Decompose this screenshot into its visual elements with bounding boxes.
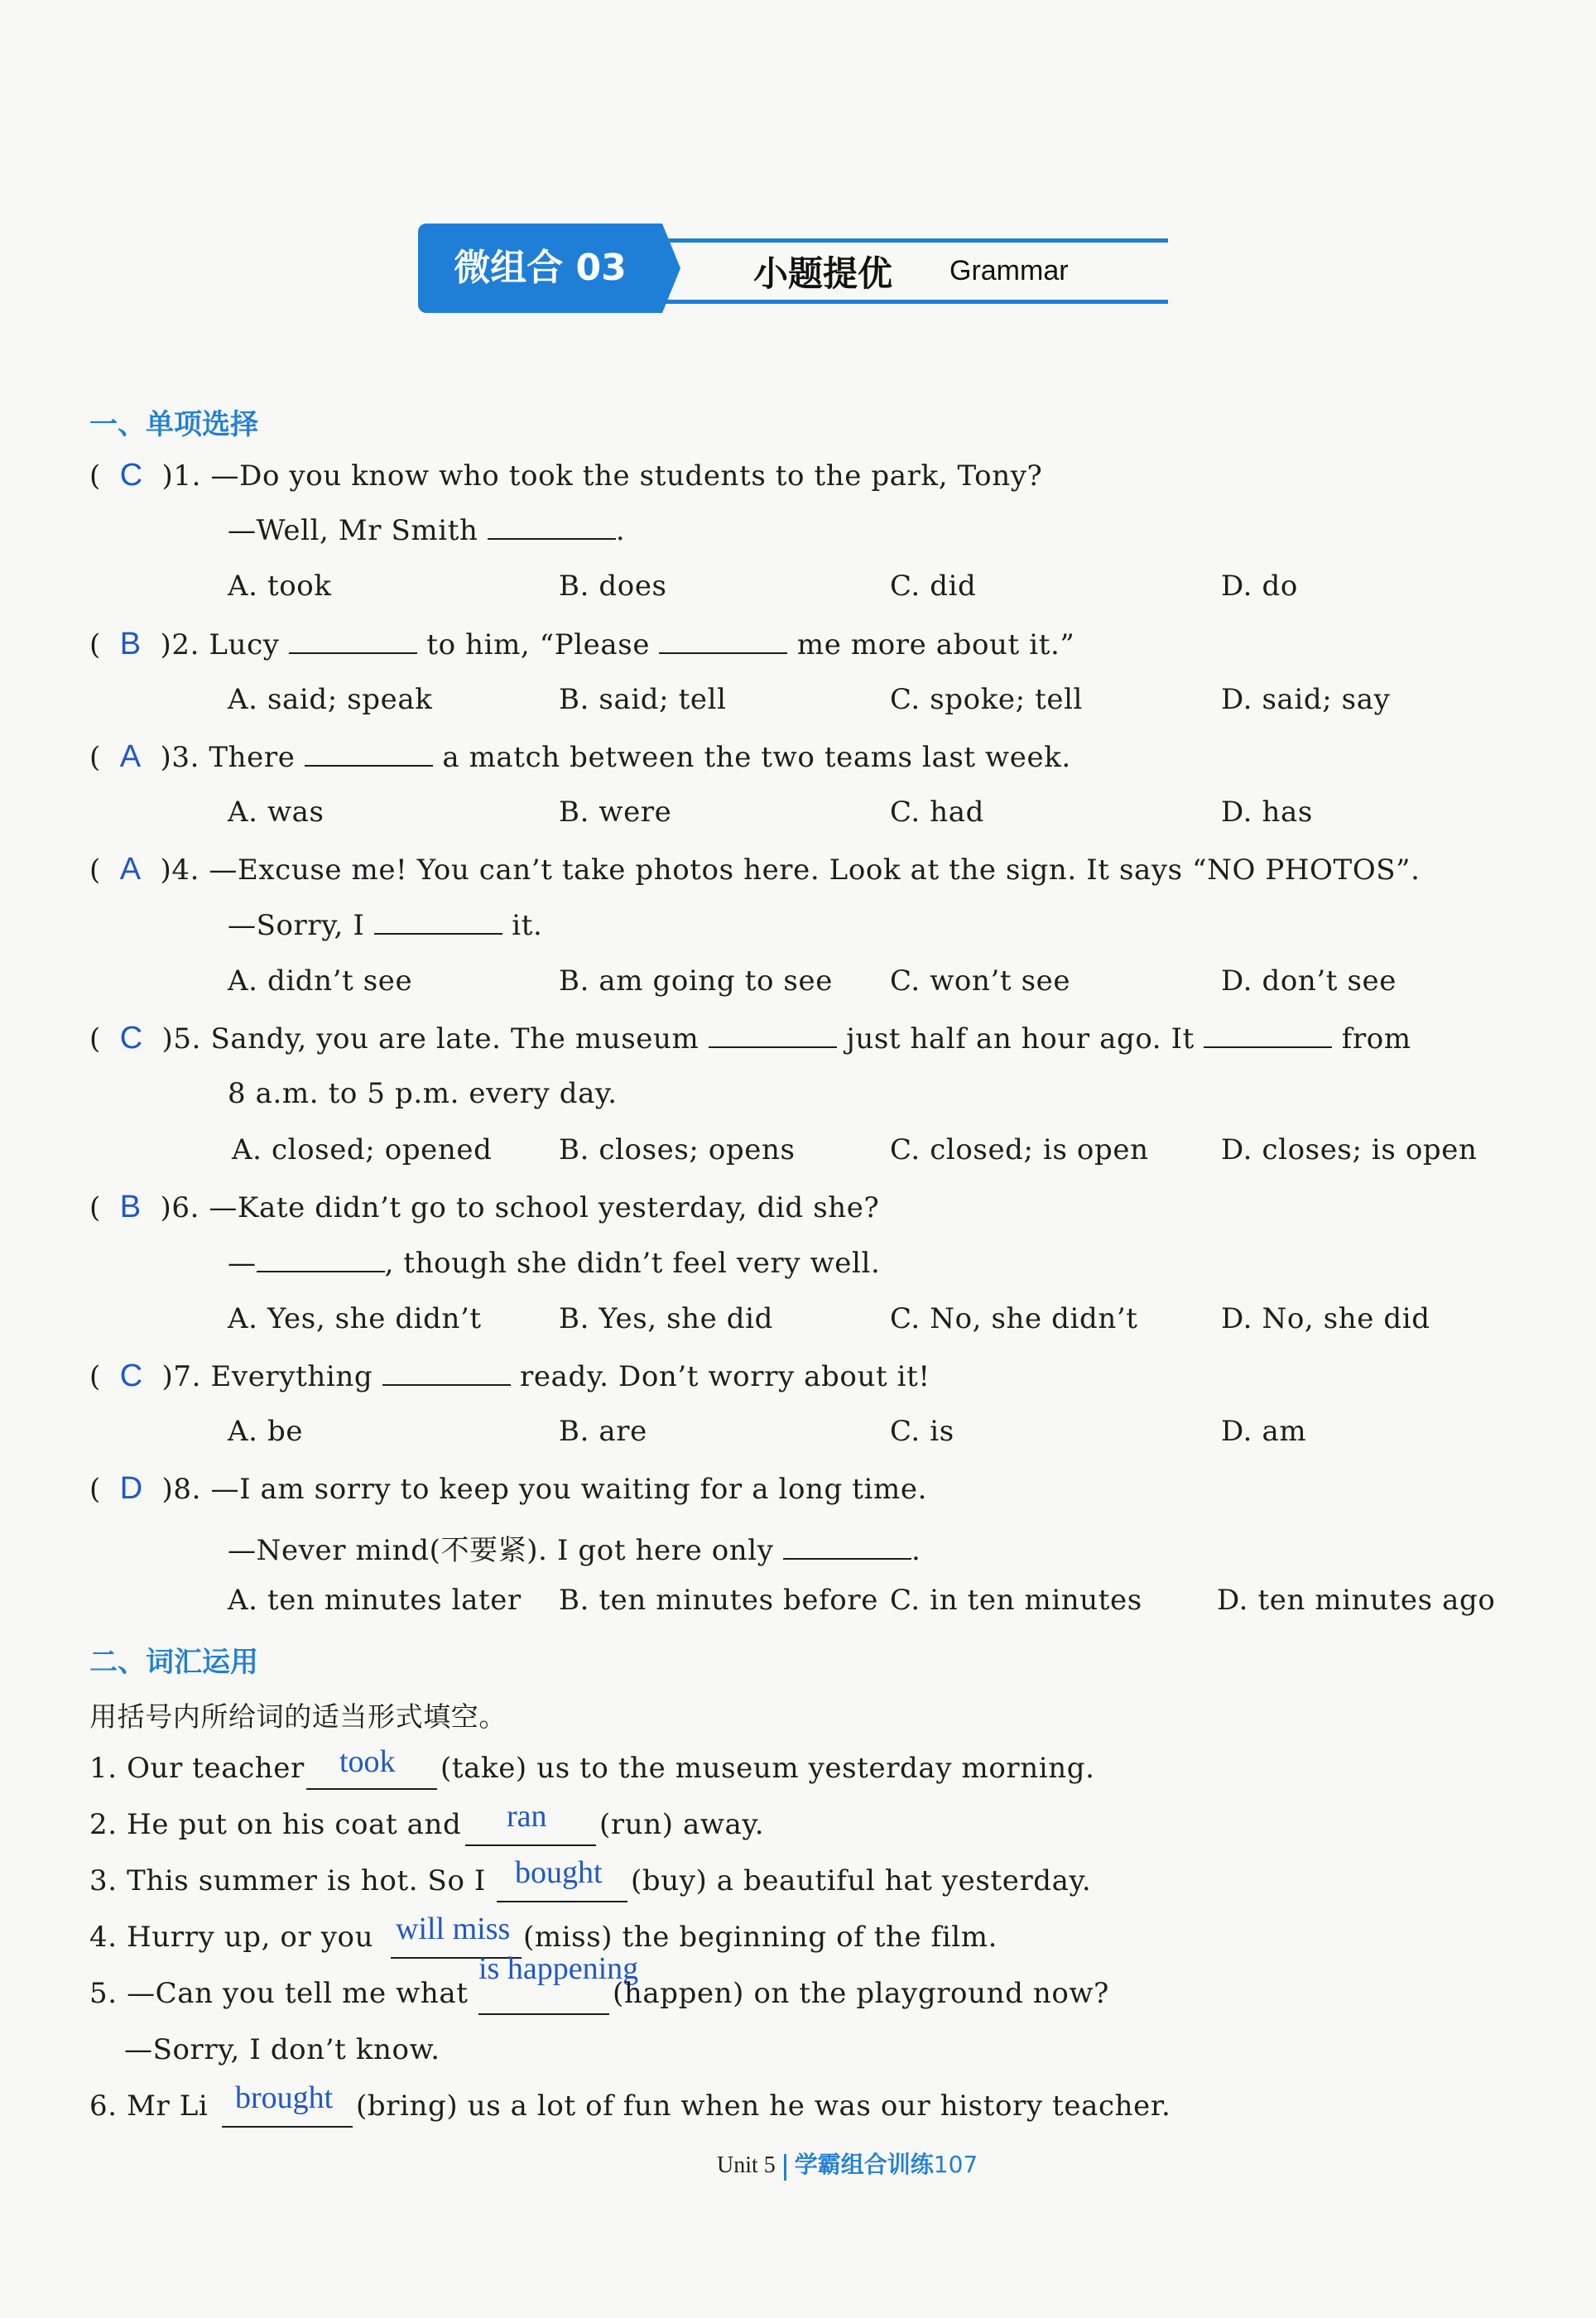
option-c: C. spoke; tell [890, 683, 1084, 716]
question-stem: Everything [210, 1360, 373, 1393]
option-c: C. No, she didn’t [890, 1302, 1138, 1335]
answer-4: A [119, 852, 142, 887]
question-1: ( C )1. —Do you know who took the students to the park, Tony? [89, 458, 1043, 493]
option-a: A. didn’t see [228, 964, 413, 998]
question-stem: —I am sorry to keep you waiting for a long time. [210, 1473, 927, 1506]
fill-answer-4: will miss [396, 1912, 511, 1946]
question-stem: from [1341, 1022, 1411, 1056]
fill-item-2 [89, 1808, 461, 1841]
question-stem: Sandy, you are late. The museum [210, 1022, 699, 1056]
answer-blank [382, 1359, 511, 1386]
fill-answer-6: brought [235, 2080, 334, 2115]
question-7: ( C )7. Everything ready. Don’t worry about it! [89, 1359, 930, 1393]
page-number: 107 [933, 2151, 978, 2178]
fill-item-3 [89, 1864, 486, 1897]
section-banner [418, 224, 1168, 313]
question-stem-2: —Sorry, I [228, 909, 365, 942]
option-b: B. said; tell [559, 683, 727, 716]
item-5-line2: —Sorry, I don’t know. [124, 2033, 440, 2066]
item-text-before: This summer is hot. So I [127, 1864, 486, 1897]
item-number: 5. [89, 1977, 118, 2010]
answer-2: B [119, 627, 142, 661]
question-stem: —Do you know who took the students to the park, Tony? [210, 459, 1043, 493]
question-stem: to him, “Please [426, 628, 651, 661]
option-d: D. don’t see [1221, 964, 1396, 998]
fill-item-1 [89, 1752, 305, 1785]
item-text-before: Mr Li [127, 2090, 209, 2123]
question-stem-end: it. [512, 909, 543, 942]
option-d: D. am [1221, 1415, 1307, 1448]
footer-separator [784, 2154, 786, 2181]
option-a: A. ten minutes later [228, 1584, 522, 1617]
answer-8: D [119, 1471, 143, 1506]
option-b: B. are [559, 1415, 647, 1448]
item-text-before: Hurry up, or you [127, 1921, 374, 1954]
question-number: 4 [171, 854, 190, 887]
option-b: B. does [559, 570, 667, 603]
answer-blank [289, 628, 417, 654]
option-c: C. closed; is open [890, 1133, 1149, 1166]
option-d: D. No, she did [1221, 1302, 1430, 1335]
option-d: D. closes; is open [1221, 1133, 1478, 1166]
option-c: C. in ten minutes [890, 1584, 1142, 1617]
question-number: 5 [173, 1022, 192, 1056]
item-text-after: (bring) us a lot of fun when he was our history teacher. [356, 2090, 1171, 2123]
question-4: ( A )4. —Excuse me! You can’t take photos here. Look at the sign. It says “NO PHOTOS”. [89, 852, 1421, 887]
item-number: 6. [89, 2090, 118, 2123]
item-text-after: (run) away. [599, 1808, 765, 1841]
option-a: A. be [228, 1415, 304, 1448]
question-3: ( A )3. There a match between the two teams last week. [89, 739, 1071, 774]
option-a: A. took [228, 570, 332, 603]
question-number: 6 [171, 1191, 190, 1224]
question-6-line2 [228, 1246, 880, 1280]
question-number: 7 [173, 1360, 192, 1393]
answer-underline [465, 1844, 596, 1846]
item-number: 1. [89, 1752, 118, 1785]
item-text-after: (miss) the beginning of the film. [523, 1921, 998, 1954]
banner-rule-top [662, 238, 1168, 243]
answer-underline [306, 1788, 437, 1790]
question-stem: Lucy [209, 628, 280, 661]
item-number: 2. [89, 1808, 118, 1841]
answer-7: C [119, 1359, 143, 1393]
fill-answer-2: ran [507, 1799, 547, 1834]
answer-blank [709, 1022, 837, 1048]
fill-item-6 [89, 2090, 208, 2123]
answer-underline [222, 2126, 353, 2128]
option-a: A. was [228, 796, 324, 829]
option-b: B. ten minutes before [559, 1584, 878, 1617]
question-1-line2 [228, 513, 625, 547]
answer-5: C [119, 1021, 143, 1056]
option-c: C. did [890, 570, 977, 603]
section-instruction: 用括号内所给词的适当形式填空。 [89, 1700, 507, 1733]
item-text-after: (happen) on the playground now? [613, 1977, 1109, 2010]
question-4-line2 [228, 908, 542, 942]
question-5: ( C )5. Sandy, you are late. The museum just half an hour ago. It from [89, 1021, 1411, 1056]
page-footer [717, 2147, 978, 2181]
option-a: A. said; speak [228, 683, 433, 716]
item-text-before: Our teacher [127, 1752, 305, 1785]
question-stem: —Excuse me! You can’t take photos here. Look at the sign. It says “NO PHOTOS”. [209, 854, 1421, 887]
question-stem-2: — [228, 1247, 257, 1280]
question-8-line2 [228, 1527, 921, 1568]
question-2: ( B )2. Lucy to him, “Please me more about it.” [89, 627, 1075, 661]
section-heading-multiple-choice: 一、单项选择 [89, 408, 258, 441]
question-stem-2: —Never mind(不要紧). I got here only [228, 1534, 774, 1567]
item-text-before: —Can you tell me what [127, 1977, 469, 2010]
fill-answer-5: is happening [478, 1951, 639, 1986]
fill-answer-3: bought [515, 1855, 603, 1890]
option-c: C. is [890, 1415, 954, 1448]
banner-title: 小题提优 [753, 253, 893, 294]
question-stem-end: . [615, 514, 626, 547]
answer-underline [478, 2013, 609, 2015]
option-a: A. Yes, she didn’t [228, 1302, 482, 1335]
answer-blank [783, 1533, 911, 1560]
banner-tab: 微组合 03 [418, 224, 662, 313]
answer-blank [488, 513, 616, 540]
question-stem: —Kate didn’t go to school yesterday, did she? [209, 1191, 880, 1224]
option-c: C. won’t see [890, 964, 1071, 998]
answer-blank [659, 628, 787, 654]
option-d: D. has [1221, 796, 1313, 829]
fill-answer-1: took [339, 1744, 396, 1779]
option-b: B. closes; opens [559, 1133, 796, 1166]
question-number: 3 [171, 741, 190, 774]
question-number: 2 [171, 628, 190, 661]
question-stem: ready. Don’t worry about it! [520, 1360, 930, 1393]
option-d: D. ten minutes ago [1217, 1584, 1496, 1617]
question-stem: a match between the two teams last week. [442, 741, 1071, 774]
answer-underline [497, 1901, 627, 1902]
answer-6: B [119, 1190, 142, 1224]
question-stem: just half an hour ago. It [846, 1022, 1195, 1056]
option-a: A. closed; opened [232, 1133, 493, 1166]
question-5-line2: 8 a.m. to 5 p.m. every day. [228, 1077, 618, 1110]
option-b: B. am going to see [559, 964, 833, 998]
footer-brand: 学霸组合训练 [794, 2151, 934, 2178]
question-stem-end: , though she didn’t feel very well. [384, 1247, 881, 1280]
option-d: D. said; say [1221, 683, 1391, 716]
fill-item-5 [89, 1977, 468, 2010]
question-stem-end: . [911, 1534, 921, 1567]
question-8: ( D )8. —I am sorry to keep you waiting for a long time. [89, 1471, 927, 1506]
option-c: C. had [890, 796, 984, 829]
item-number: 4. [89, 1921, 118, 1954]
option-b: B. were [559, 796, 672, 829]
answer-1: C [119, 458, 143, 493]
question-number: 8 [173, 1473, 192, 1506]
banner-rule-bottom [662, 300, 1168, 304]
banner-subtitle: Grammar [949, 255, 1069, 286]
option-d: D. do [1221, 570, 1298, 603]
item-text-after: (buy) a beautiful hat yesterday. [631, 1864, 1092, 1897]
question-stem: There [209, 741, 296, 774]
answer-3: A [119, 739, 142, 774]
item-text-before: He put on his coat and [127, 1808, 462, 1841]
question-stem-2: —Well, Mr Smith [228, 514, 478, 547]
question-number: 1 [173, 459, 192, 493]
question-stem: me more about it.” [796, 628, 1075, 661]
fill-item-4 [89, 1921, 373, 1954]
section-heading-vocabulary: 二、词汇运用 [89, 1646, 258, 1679]
answer-blank [374, 908, 502, 935]
item-number: 3. [89, 1864, 118, 1897]
item-text-after: (take) us to the museum yesterday morning. [440, 1752, 1095, 1785]
answer-blank [1204, 1022, 1332, 1048]
question-6: ( B )6. —Kate didn’t go to school yesterday, did she? [89, 1190, 880, 1224]
answer-blank [257, 1246, 385, 1272]
answer-blank [305, 740, 433, 767]
option-b: B. Yes, she did [559, 1302, 773, 1335]
footer-unit: Unit 5 [717, 2152, 776, 2178]
